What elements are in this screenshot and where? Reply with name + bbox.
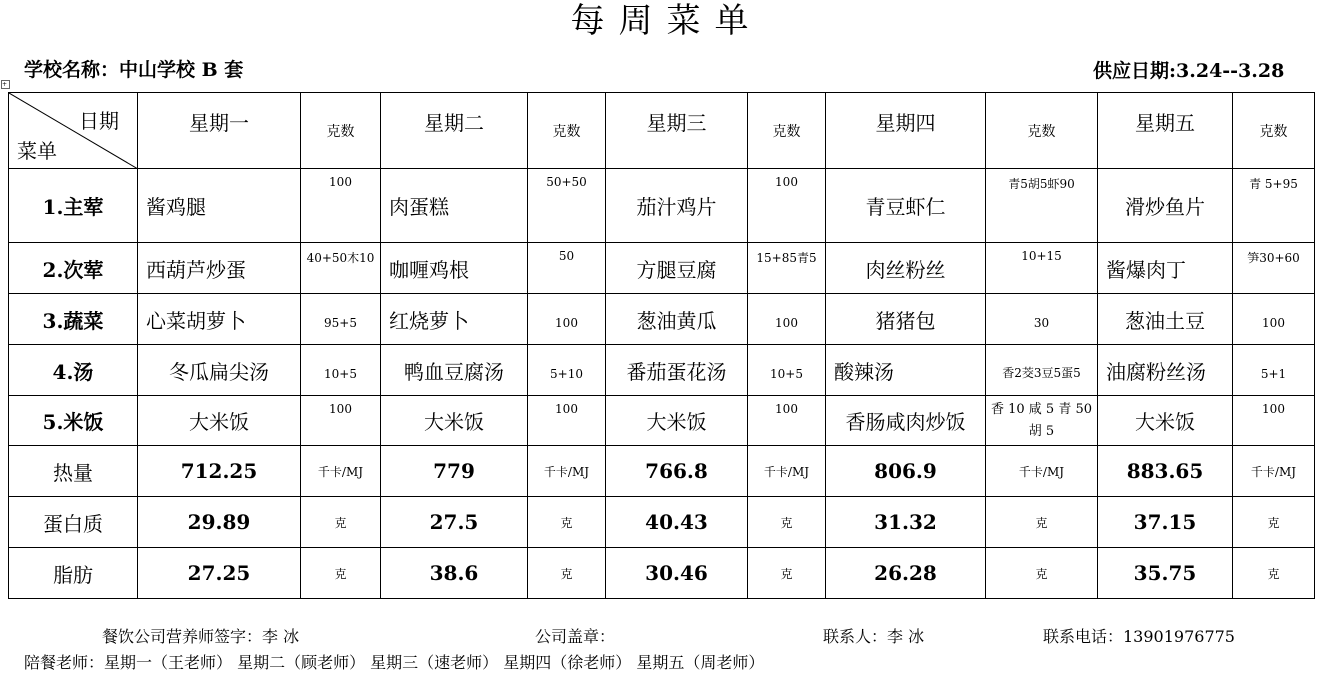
nutrition-unit: 千卡/MJ — [986, 446, 1098, 497]
dish-cell: 葱油黄瓜 — [606, 294, 748, 345]
menu-row-vegetable — [9, 294, 1315, 345]
nutrition-unit: 克 — [301, 548, 381, 599]
dish-cell: 大米饭 — [381, 396, 528, 446]
day-header-fri: 星期五 — [1098, 93, 1233, 169]
supply-date: 供应日期:3.24--3.28 — [1093, 60, 1285, 82]
dish-cell: 滑炒鱼片 — [1098, 169, 1233, 243]
dish-cell: 青豆虾仁 — [826, 169, 986, 243]
nutrition-unit: 千卡/MJ — [528, 446, 606, 497]
contact-person: 联系人：李 冰 — [823, 627, 925, 646]
gram-cell: 10+5 — [748, 345, 826, 396]
nutrition-row-protein — [9, 497, 1315, 548]
nutrition-unit: 克 — [1233, 497, 1315, 548]
page-title: 每周菜单 — [570, 1, 763, 41]
day-header-mon: 星期一 — [138, 93, 301, 169]
gram-header: 克数 — [528, 93, 606, 169]
menu-row-main-meat — [9, 169, 1315, 243]
nutrition-value: 35.75 — [1098, 548, 1233, 599]
dish-cell: 肉丝粉丝 — [826, 243, 986, 294]
gram-cell: 95+5 — [301, 294, 381, 345]
gram-cell: 5+1 — [1233, 345, 1315, 396]
gram-header: 克数 — [986, 93, 1098, 169]
nutrition-value: 766.8 — [606, 446, 748, 497]
gram-cell: 100 — [301, 396, 381, 446]
gram-header: 克数 — [748, 93, 826, 169]
table-move-handle-icon[interactable]: + — [1, 80, 10, 89]
gram-cell: 100 — [528, 396, 606, 446]
dish-cell: 大米饭 — [138, 396, 301, 446]
day-header-wed: 星期三 — [606, 93, 748, 169]
company-seal: 公司盖章： — [535, 627, 616, 646]
gram-cell: 100 — [528, 294, 606, 345]
gram-cell: 青 5+95 — [1233, 169, 1315, 243]
gram-cell: 青5胡5虾90 — [986, 169, 1098, 243]
menu-row-secondary-meat — [9, 243, 1315, 294]
nutrition-unit: 克 — [301, 497, 381, 548]
dish-cell: 番茄蛋花汤 — [606, 345, 748, 396]
nutritionist-signature: 餐饮公司营养师签字：李 冰 — [102, 627, 300, 646]
nutrition-value: 806.9 — [826, 446, 986, 497]
nutrition-unit: 千卡/MJ — [1233, 446, 1315, 497]
nutrition-unit: 克 — [1233, 548, 1315, 599]
dish-cell: 红烧萝卜 — [381, 294, 528, 345]
row-label: 4.汤 — [9, 345, 138, 396]
dish-cell: 大米饭 — [1098, 396, 1233, 446]
school-name: 学校名称：中山学校 B 套 — [24, 59, 244, 81]
dish-cell: 咖喱鸡根 — [381, 243, 528, 294]
nutrition-row-fat — [9, 548, 1315, 599]
nutrition-unit: 克 — [528, 497, 606, 548]
gram-cell: 50+50 — [528, 169, 606, 243]
dish-cell: 肉蛋糕 — [381, 169, 528, 243]
gram-cell: 100 — [748, 396, 826, 446]
gram-cell: 15+85青5 — [748, 243, 826, 294]
diag-menu-label: 菜单 — [17, 139, 57, 163]
row-label: 蛋白质 — [9, 497, 138, 548]
accompanying-teachers: 陪餐老师：星期一（王老师） 星期二（顾老师） 星期三（速老师） 星期四（徐老师） 星期五（周老师） — [24, 653, 765, 672]
row-label: 1.主荤 — [9, 169, 138, 243]
dish-cell: 冬瓜扁尖汤 — [138, 345, 301, 396]
menu-row-soup — [9, 345, 1315, 396]
dish-cell: 鸭血豆腐汤 — [381, 345, 528, 396]
gram-cell: 100 — [301, 169, 381, 243]
nutrition-value: 779 — [381, 446, 528, 497]
gram-cell: 香 10 咸 5 青 50 胡 5 — [986, 396, 1098, 446]
gram-header: 克数 — [1233, 93, 1315, 169]
gram-cell: 香2茭3豆5蛋5 — [986, 345, 1098, 396]
menu-table — [8, 92, 1315, 599]
nutrition-unit: 克 — [986, 497, 1098, 548]
contact-phone: 联系电话：13901976775 — [1043, 627, 1235, 646]
nutrition-row-energy — [9, 446, 1315, 497]
nutrition-value: 38.6 — [381, 548, 528, 599]
dish-cell: 酱鸡腿 — [138, 169, 301, 243]
nutrition-value: 883.65 — [1098, 446, 1233, 497]
row-label: 3.蔬菜 — [9, 294, 138, 345]
gram-cell: 30 — [986, 294, 1098, 345]
gram-cell: 100 — [1233, 294, 1315, 345]
gram-cell: 40+50木10 — [301, 243, 381, 294]
nutrition-value: 29.89 — [138, 497, 301, 548]
row-label: 2.次荤 — [9, 243, 138, 294]
row-label: 热量 — [9, 446, 138, 497]
gram-cell: 10+5 — [301, 345, 381, 396]
nutrition-value: 712.25 — [138, 446, 301, 497]
nutrition-value: 26.28 — [826, 548, 986, 599]
dish-cell: 酱爆肉丁 — [1098, 243, 1233, 294]
gram-cell: 100 — [748, 294, 826, 345]
nutrition-value: 37.15 — [1098, 497, 1233, 548]
day-header-tue: 星期二 — [381, 93, 528, 169]
row-label: 脂肪 — [9, 548, 138, 599]
diag-date-label: 日期 — [79, 109, 119, 133]
row-label: 5.米饭 — [9, 396, 138, 446]
nutrition-unit: 千卡/MJ — [748, 446, 826, 497]
nutrition-value: 40.43 — [606, 497, 748, 548]
diagonal-header-cell — [9, 93, 138, 169]
dish-cell: 酸辣汤 — [826, 345, 986, 396]
gram-cell: 100 — [1233, 396, 1315, 446]
gram-header: 克数 — [301, 93, 381, 169]
dish-cell: 茄汁鸡片 — [606, 169, 748, 243]
dish-cell: 猪猪包 — [826, 294, 986, 345]
nutrition-unit: 克 — [528, 548, 606, 599]
dish-cell: 油腐粉丝汤 — [1098, 345, 1233, 396]
nutrition-value: 31.32 — [826, 497, 986, 548]
gram-cell: 50 — [528, 243, 606, 294]
dish-cell: 心菜胡萝卜 — [138, 294, 301, 345]
dish-cell: 葱油土豆 — [1098, 294, 1233, 345]
nutrition-unit: 克 — [748, 548, 826, 599]
day-header-thu: 星期四 — [826, 93, 986, 169]
dish-cell: 香肠咸肉炒饭 — [826, 396, 986, 446]
nutrition-unit: 克 — [986, 548, 1098, 599]
gram-cell: 5+10 — [528, 345, 606, 396]
dish-cell: 方腿豆腐 — [606, 243, 748, 294]
gram-cell: 10+15 — [986, 243, 1098, 294]
gram-cell: 100 — [748, 169, 826, 243]
nutrition-unit: 千卡/MJ — [301, 446, 381, 497]
nutrition-value: 27.5 — [381, 497, 528, 548]
nutrition-unit: 克 — [748, 497, 826, 548]
dish-cell: 西葫芦炒蛋 — [138, 243, 301, 294]
dish-cell: 大米饭 — [606, 396, 748, 446]
header-row — [9, 93, 1315, 169]
nutrition-value: 27.25 — [138, 548, 301, 599]
menu-row-rice — [9, 396, 1315, 446]
gram-cell: 笋30+60 — [1233, 243, 1315, 294]
nutrition-value: 30.46 — [606, 548, 748, 599]
